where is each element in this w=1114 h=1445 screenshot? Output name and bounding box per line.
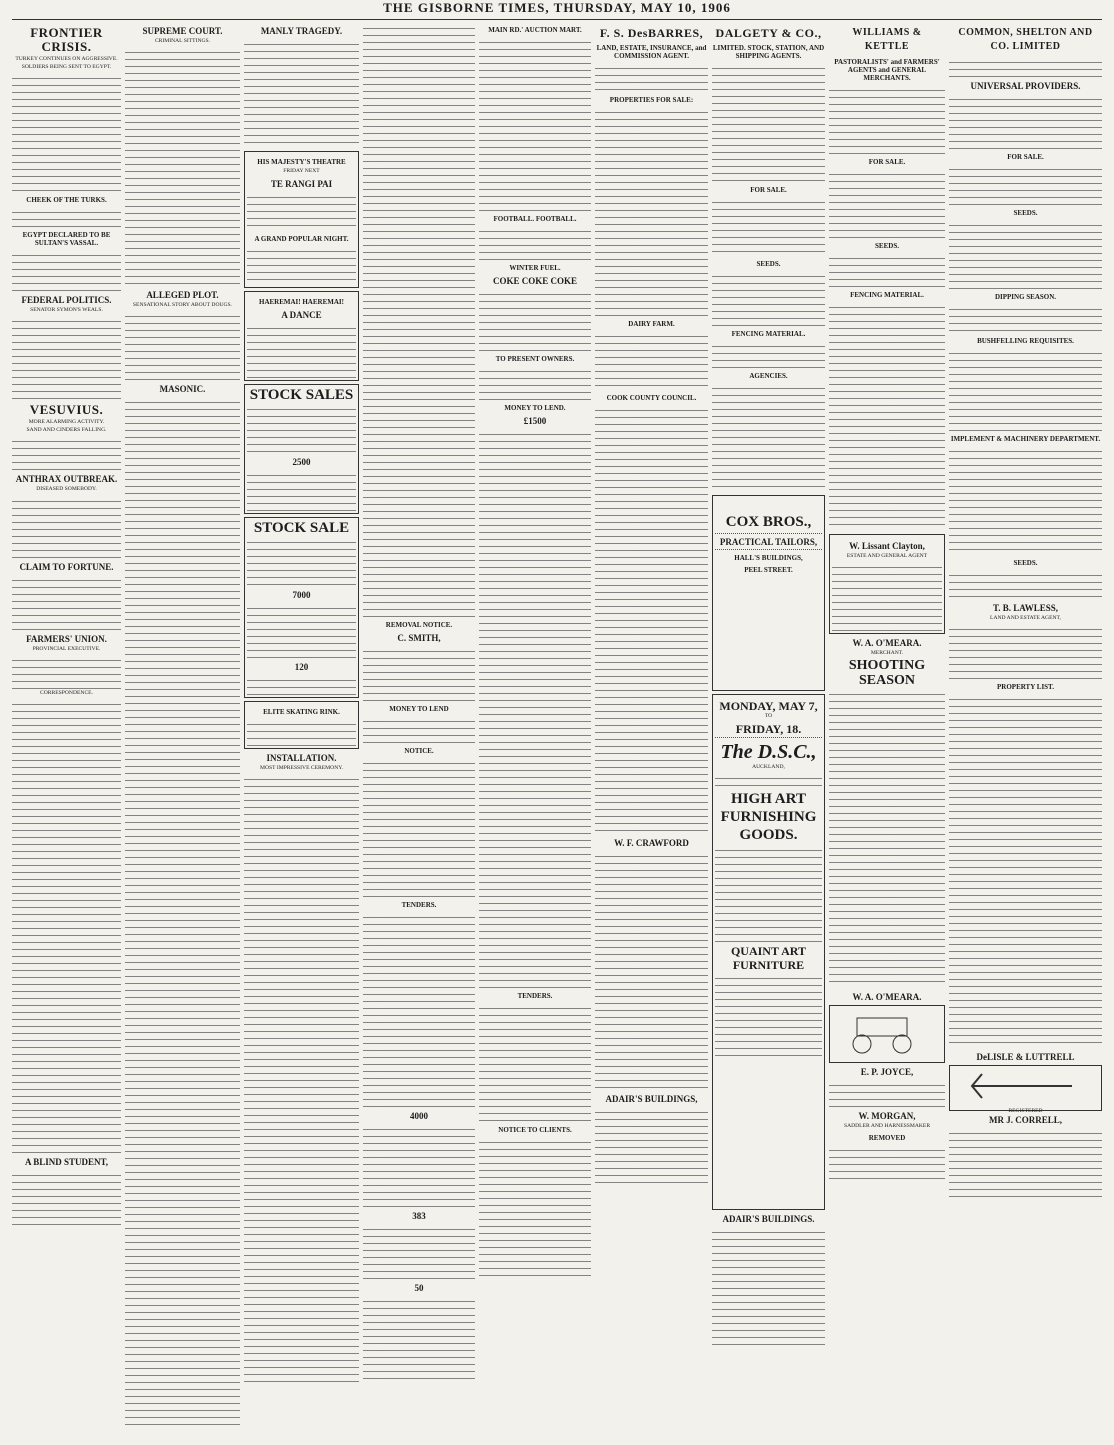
ad-title: HIS MAJESTY'S THEATRE <box>257 158 346 166</box>
ad-winter-fuel: WINTER FUEL. <box>509 264 561 272</box>
ad-delisle: DeLISLE & LUTTRELL <box>976 1052 1075 1063</box>
ad-bushfelling: BUSHFELLING REQUISITES. <box>977 337 1074 345</box>
ad-number: 7000 <box>292 590 311 601</box>
ad-headline: HAEREMAI! HAEREMAI! <box>259 298 344 307</box>
ad-sub: PASTORALISTS' and FARMERS' AGENTS and GENERAL MERCHANTS. <box>834 58 940 82</box>
ad-sub: ESTATE AND GENERAL AGENT <box>846 553 928 559</box>
article-body <box>12 698 121 1153</box>
headline-installation: INSTALLATION. <box>266 753 337 764</box>
ad-1500: £1500 <box>523 416 547 426</box>
ad-fencing: FENCING MATERIAL. <box>850 291 924 299</box>
article-body <box>125 396 240 1426</box>
masthead-rule <box>12 19 1102 20</box>
ad-his-majestys-theatre <box>244 151 359 288</box>
column-3 <box>244 22 359 1437</box>
ad-dalgety: DALGETY & CO., <box>715 26 822 40</box>
ad-lawless: T. B. LAWLESS, <box>992 603 1059 613</box>
column-5 <box>479 22 591 1437</box>
ad-trademark-illustration <box>949 1065 1102 1115</box>
ad-seeds: SEEDS. <box>756 260 781 268</box>
ad-sub: REMOVED <box>868 1134 906 1143</box>
masthead <box>0 0 1114 18</box>
ad-headline: TE RANGI PAI <box>270 179 333 190</box>
ad-notice-to-clients: NOTICE TO CLIENTS. <box>498 1126 572 1134</box>
article-body <box>125 310 240 380</box>
headline: EGYPT DECLARED TO BE SULTAN'S VASSAL. <box>22 231 111 248</box>
ad-title: The D.S.C., <box>720 741 817 764</box>
ad-notice: NOTICE. <box>404 747 434 755</box>
ad-morgan: W. MORGAN, <box>858 1111 916 1122</box>
article-body <box>12 435 121 470</box>
headline-supreme-court: SUPREME COURT. <box>142 26 223 36</box>
column-8 <box>829 22 945 1437</box>
ad-number-4000: 4000 <box>410 1111 428 1121</box>
ad-auction-mart: MAIN RD.' AUCTION MART. <box>488 26 582 34</box>
headline: CHEEK OF THE TURKS. <box>26 196 107 205</box>
ad-illustration <box>829 1005 945 1063</box>
ad-tenders: TENDERS. <box>401 901 437 909</box>
ad-skating-rink <box>244 701 359 749</box>
ad-present-owners: TO PRESENT OWNERS. <box>495 355 575 363</box>
ad-sub: A DANCE <box>281 310 322 321</box>
ad-number: 2500 <box>292 457 311 468</box>
ad-omeara-2: W. A. O'MEARA. <box>852 992 922 1003</box>
article-body <box>363 22 475 617</box>
subhead: DISEASED SOMEBODY. <box>36 486 97 493</box>
article-body <box>12 249 121 291</box>
ad-title: COX BROS., <box>725 514 812 530</box>
ad-implement: IMPLEMENT & MACHINERY DEPARTMENT. <box>950 435 1101 443</box>
ad-stock-sales <box>244 384 359 514</box>
subhead: CORRESPONDENCE. <box>40 689 93 696</box>
ad-headline: STOCK SALE <box>253 520 350 537</box>
ad-cox-bros <box>712 495 825 691</box>
ad-title: W. Lissant Clayton, <box>849 541 925 551</box>
ad-property-list: PROPERTY LIST. <box>997 683 1054 692</box>
ad-sub: LAND, ESTATE, INSURANCE, and COMMISSION AGENT. <box>596 44 707 60</box>
ad-dipping-season: DIPPING SEASON. <box>994 293 1057 301</box>
ad-sub: LIMITED. STOCK, STATION, AND SHIPPING AGENTS. <box>712 44 825 60</box>
ad-desbarres: F. S. DesBARRES, <box>599 26 704 40</box>
ad-dates: FRIDAY, 18. <box>735 722 802 737</box>
ad-name: C. SMITH, <box>397 633 441 643</box>
ad-dairy-farm: DAIRY FARM. <box>628 320 675 328</box>
ad-seeds: SEEDS. <box>875 242 899 250</box>
ad-omeara: W. A. O'MEARA. <box>852 638 922 649</box>
ad-dsc <box>712 694 825 1210</box>
ad-sub: FRIDAY NEXT <box>283 168 320 174</box>
article-body <box>244 38 359 148</box>
ad-sub: LAND AND ESTATE AGENT, <box>990 615 1061 621</box>
article-body <box>12 654 121 689</box>
ad-sub: HALL'S BUILDINGS, <box>734 554 803 562</box>
buggy-illustration-icon <box>832 1008 932 1054</box>
ad-tenders: TENDERS. <box>517 992 553 1000</box>
ad-number-383: 383 <box>412 1211 426 1221</box>
ad-for-sale: FOR SALE. <box>1007 153 1044 161</box>
ad-properties: PROPERTIES FOR SALE: <box>609 96 694 104</box>
ad-headline: A GRAND POPULAR NIGHT. <box>254 235 349 244</box>
ad-fencing: FENCING MATERIAL. <box>731 330 806 338</box>
ad-williams-kettle: WILLIAMS & KETTLE <box>852 27 922 52</box>
ad-coke: COKE COKE COKE <box>492 276 577 286</box>
ad-dates: MONDAY, MAY 7, <box>719 699 818 713</box>
subhead: SOLDIERS BEING SENT TO EGYPT. <box>21 64 112 71</box>
ad-dance <box>244 291 359 381</box>
column-6 <box>595 22 708 1437</box>
ad-for-sale: FOR SALE. <box>750 186 787 194</box>
headline-farmers-union: FARMERS' UNION. <box>26 633 107 644</box>
ad-money-to-lend: MONEY TO LEND <box>389 705 449 713</box>
article-body <box>12 495 121 558</box>
ad-headline: QUAINT ART FURNITURE <box>730 944 807 973</box>
ad-correll: MR J. CORRELL, <box>988 1115 1062 1126</box>
ad-seeds: SEEDS. <box>1013 209 1038 217</box>
ad-sub: AUCKLAND, <box>752 764 785 771</box>
ad-headline: ELITE SKATING RINK. <box>263 708 340 717</box>
subhead: SENSATIONAL STORY ABOUT DOUGS. <box>132 302 233 309</box>
headline-manly-tragedy: MANLY TRAGEDY. <box>260 26 343 36</box>
subhead: CRIMINAL SITTINGS. <box>154 38 211 44</box>
ad-common-shelton: COMMON, SHELTON AND CO. LIMITED <box>958 27 1093 52</box>
ad-adairs-buildings: ADAIR'S BUILDINGS. <box>722 1214 815 1224</box>
article-body <box>12 315 121 399</box>
column-7 <box>712 22 825 1437</box>
ad-sub: SADDLER AND HARNESSMAKER <box>843 1123 931 1130</box>
anchor-trademark-icon <box>952 1068 1092 1104</box>
ad-sub: PEEL STREET. <box>744 566 793 574</box>
ad-seeds-2: SEEDS. <box>1013 559 1038 567</box>
ad-adairs: ADAIR'S BUILDINGS, <box>605 1094 698 1104</box>
article-body <box>12 574 121 630</box>
ad-shooting-season: SHOOTING SEASON <box>848 658 926 689</box>
subhead: SAND AND CINDERS FALLING. <box>26 427 107 434</box>
column-1 <box>12 22 121 1437</box>
headline-federal-politics: FEDERAL POLITICS. <box>21 295 112 306</box>
headline-blind-student: A BLIND STUDENT, <box>24 1156 109 1167</box>
article-body <box>12 206 121 227</box>
article-body <box>125 46 240 286</box>
headline-masonic: MASONIC. <box>159 384 206 395</box>
headline-frontier-crisis: FRONTIER CRISIS. <box>30 25 103 54</box>
subhead: MORE ALARMING ACTIVITY. <box>28 419 105 426</box>
ad-sub: PRACTICAL TAILORS, <box>719 537 818 547</box>
column-2 <box>125 22 240 1437</box>
headline-alleged-plot: ALLEGED PLOT. <box>146 290 219 301</box>
headline-claim-to-fortune: CLAIM TO FORTUNE. <box>19 561 114 572</box>
subhead: SENATOR SYMON'S WEALS. <box>30 307 103 314</box>
column-4 <box>363 22 475 1437</box>
ad-number-50: 50 <box>414 1283 424 1293</box>
ad-sub: MERCHANT. <box>870 650 904 657</box>
ad-headline: STOCK SALES <box>249 387 354 404</box>
headline-vesuvius: VESUVIUS. <box>29 402 104 418</box>
article-body <box>12 1169 121 1229</box>
ad-headline: HIGH ART FURNISHING GOODS. <box>720 791 817 844</box>
ad-sub: TO <box>764 713 773 719</box>
subhead: TURKEY CONTINUES ON AGGRESSIVE. <box>15 56 118 62</box>
column-9 <box>949 22 1102 1437</box>
ad-crawford: W. F. CRAWFORD <box>614 838 689 848</box>
ad-football: FOOTBALL. FOOTBALL. <box>493 215 577 223</box>
ad-removal-notice: REMOVAL NOTICE. <box>385 621 453 629</box>
ad-stock-sale <box>244 517 359 698</box>
ad-clayton <box>829 534 945 634</box>
ad-number: 120 <box>294 662 309 673</box>
article-body <box>244 773 359 1383</box>
headline-anthrax: ANTHRAX OUTBREAK. <box>15 474 118 485</box>
masthead-title: THE GISBORNE TIMES, THURSDAY, MAY 10, 1906 <box>383 0 731 15</box>
ad-for-sale: FOR SALE. <box>868 158 906 166</box>
ad-money-to-lend: MONEY TO LEND. <box>504 404 566 412</box>
article-body <box>12 72 121 192</box>
ad-joyce: E. P. JOYCE, <box>860 1067 914 1078</box>
ad-agencies: AGENCIES. <box>749 372 788 380</box>
subhead: PROVINCIAL EXECUTIVE. <box>32 645 101 652</box>
subhead: MOST IMPRESSIVE CEREMONY. <box>260 765 343 772</box>
ad-universal-providers: UNIVERSAL PROVIDERS. <box>970 81 1081 91</box>
ad-cook-county: COOK COUNTY COUNCIL. <box>606 394 697 402</box>
trademark-label: REGISTERED <box>1008 1108 1043 1115</box>
